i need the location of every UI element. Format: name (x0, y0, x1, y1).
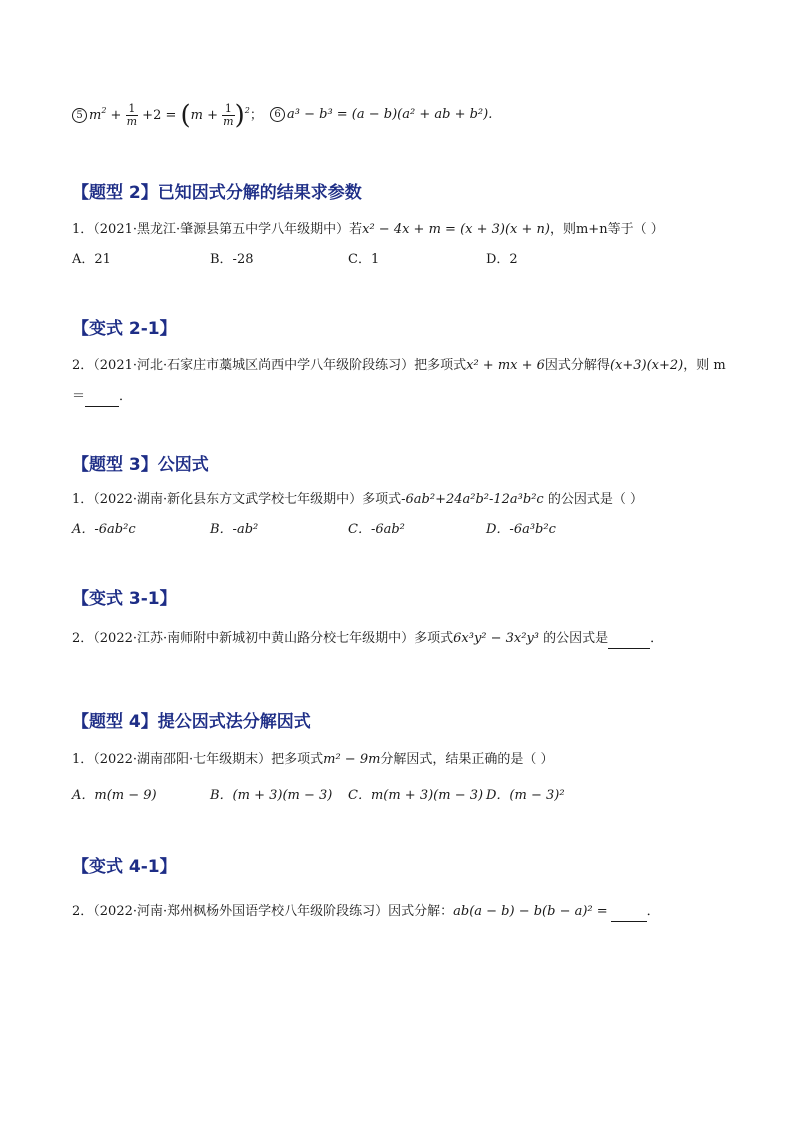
option-d[interactable]: D．2 (486, 252, 518, 267)
formula-5: $m^2$ + $\frac{1}{m}$ +2 = (m + $\frac{1}{m}$ )$^2$ (89, 100, 250, 131)
section-heading-type2: 【题型 2】已知因式分解的结果求参数 (72, 183, 362, 203)
formula-line-top: 5 $m^2$ + $\frac{1}{m}$ +2 = (m + $\frac{1}{m}$ )$^2$； (72, 103, 263, 128)
answer-blank[interactable] (611, 906, 647, 922)
question-variant3-1: 2．（2022·江苏·南师附中新城初中黄山路分校七年级期中）多项式6x³y² − 3x²y³ 的公因式是 ． (72, 627, 663, 649)
section-heading-variant4-1: 【变式 4-1】 (72, 857, 177, 877)
question-type3-1: 1．（2022·湖南·新化县东方文武学校七年级期中）多项式-6ab²+24a²b²-12a³b²c 的公因式是（ ） (72, 492, 643, 507)
section-heading-variant2-1: 【变式 2-1】 (72, 319, 177, 339)
option-c[interactable]: C．1 (348, 252, 380, 267)
formula-6: 6 a³ − b³ = (a − b)(a² + ab + b²). (270, 107, 492, 122)
option-c[interactable]: C．-6ab² (348, 522, 405, 537)
option-b[interactable]: B．-ab² (210, 522, 259, 537)
option-b[interactable]: B．(m + 3)(m − 3) (210, 788, 333, 803)
option-d[interactable]: D．(m − 3)² (486, 788, 565, 803)
option-c[interactable]: C．m(m + 3)(m − 3) (348, 788, 484, 803)
answer-blank[interactable] (608, 633, 650, 649)
section-heading-type4: 【题型 4】提公因式法分解因式 (72, 712, 311, 732)
question-type2-1: 1．（2021·黑龙江·肇源县第五中学八年级期中）若x² − 4x + m = (x + 3)(x + n)，则m+n等于（ ） (72, 222, 664, 237)
option-d[interactable]: D．-6a³b²c (486, 522, 556, 537)
option-a[interactable]: A．m(m − 9) (72, 788, 157, 803)
question-type4-1: 1．（2022·湖南邵阳·七年级期末）把多项式m² − 9m分解因式，结果正确的是（ ） (72, 752, 554, 767)
option-a[interactable]: A．-6ab²c (72, 522, 136, 537)
question-variant4-1: 2．（2022·河南·郑州枫杨外国语学校八年级阶段练习）因式分解：ab(a − b) − b(b − a)² = ． (72, 900, 660, 922)
option-b[interactable]: B．-28 (210, 252, 254, 267)
fraction: $\frac{1}{m}$ (223, 102, 234, 128)
section-heading-variant3-1: 【变式 3-1】 (72, 589, 177, 609)
answer-blank[interactable] (85, 391, 119, 407)
circled-number-5: 5 (72, 108, 87, 123)
option-a[interactable]: A．21 (72, 252, 111, 267)
circled-number-6: 6 (270, 107, 285, 122)
fraction: $\frac{1}{m}$ (126, 102, 138, 128)
section-heading-type3: 【题型 3】公因式 (72, 455, 209, 475)
question-variant2-1-line2: ＝ ． (72, 385, 132, 407)
question-variant2-1-line1: 2．（2021·河北·石家庄市藁城区尚西中学八年级阶段练习）把多项式x² + mx + 6因式分解得(x+3)(x+2)，则 m (72, 358, 726, 373)
